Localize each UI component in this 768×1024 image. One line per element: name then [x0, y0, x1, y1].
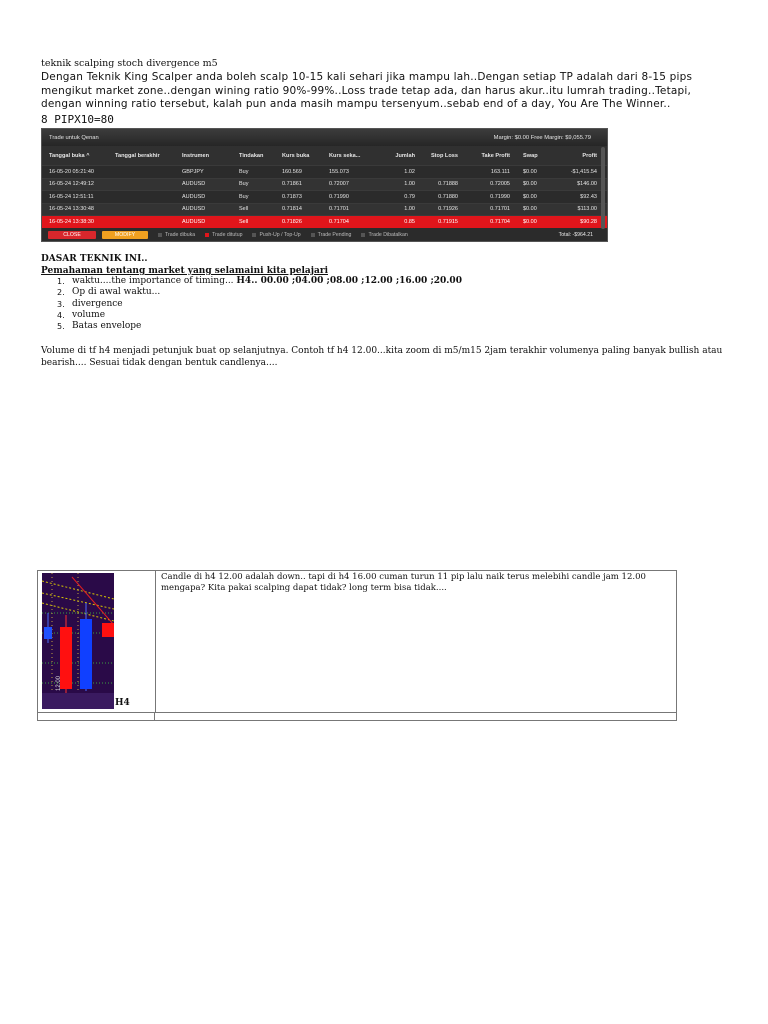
section-subheading: Pemahaman tentang market yang selamaini kita pelajari — [41, 266, 328, 276]
cell-swap: $0.00 — [523, 218, 537, 225]
trade-panel-screenshot — [41, 128, 608, 242]
legend-item — [361, 232, 407, 238]
cell-profit: $92.43 — [580, 193, 597, 200]
cell-action: Sell — [239, 218, 249, 225]
trade-legend — [148, 232, 408, 238]
cell-amount: 0.79 — [404, 193, 415, 200]
header-amount[interactable]: Jumlah — [395, 152, 415, 159]
cell-open-rate: 160.569 — [282, 168, 302, 175]
cell-profit: -$1,415.54 — [570, 168, 597, 175]
cell-swap: $0.00 — [523, 168, 537, 175]
header-open-date[interactable]: Tanggal buka ^ — [49, 152, 90, 159]
list-item: 1. waktu....the importance of timing... H4.. 00.00 ;04.00 ;08.00 ;12.00 ;16.00 ;20.00 — [57, 276, 462, 286]
cell-amount: 1.00 — [404, 181, 415, 188]
cell-amount: 0.85 — [404, 218, 415, 225]
trade-total: Total: -$964.21 — [558, 231, 593, 238]
legend-swatch — [205, 233, 209, 237]
cell-current-rate: 0.71701 — [329, 206, 349, 213]
cell-swap: $0.00 — [523, 181, 537, 188]
close-button[interactable]: CLOSE — [48, 231, 96, 239]
cell-current-rate: 0.71990 — [329, 193, 349, 200]
list-item: 2. Op di awal waktu... — [57, 287, 161, 298]
cell-action: Buy — [239, 168, 249, 175]
cell-take-profit: 0.71701 — [490, 206, 510, 213]
cell-stop-loss: 0.71915 — [438, 218, 458, 225]
header-close-date[interactable]: Tanggal berakhir — [115, 152, 160, 159]
legend-item — [158, 232, 195, 238]
header-action[interactable]: Tindakan — [239, 152, 264, 159]
cell-action: Sell — [239, 206, 249, 213]
cell-open-date: 16-05-24 13:38:30 — [49, 218, 94, 225]
section-heading: DASAR TEKNIK INI.. — [41, 254, 148, 264]
cell-open-rate: 0.71814 — [282, 206, 302, 213]
cell-amount: 1.00 — [404, 206, 415, 213]
table-row[interactable] — [42, 165, 607, 178]
table-row[interactable] — [42, 203, 607, 216]
legend-item — [311, 232, 352, 238]
legend-swatch — [311, 233, 315, 237]
legend-swatch — [158, 233, 162, 237]
trade-panel-footer — [42, 228, 607, 241]
header-current-rate[interactable]: Kurs seka... — [329, 152, 361, 159]
trade-table-header — [42, 146, 607, 165]
candle-chart-svg — [42, 573, 114, 709]
candle-table — [37, 570, 677, 721]
list-item: 5. Batas envelope — [57, 321, 142, 332]
legend-label: Push-Up / Top-Up — [259, 231, 301, 238]
pip-calculation: 8 PIPX10=80 — [41, 113, 114, 126]
chart-timeframe-label: H4 — [115, 698, 130, 708]
cell-swap: $0.00 — [523, 206, 537, 213]
table-row-divider — [38, 712, 676, 713]
cell-profit: $90.28 — [580, 218, 597, 225]
header-profit[interactable]: Profit — [582, 152, 597, 159]
chart-cell — [38, 571, 156, 712]
candle-explanation: Candle di h4 12.00 adalah down.. tapi di h4 16.00 cuman turun 11 pip lalu naik terus melebihi candle jam 12.00 mengapa? Kita pakai scalping dapat tidak? long term bisa tidak.... — [161, 572, 646, 593]
cell-current-rate: 0.72007 — [329, 181, 349, 188]
principles-list — [57, 276, 462, 332]
header-take-profit[interactable]: Take Profit — [481, 152, 510, 159]
header-open-rate[interactable]: Kurs buka — [282, 152, 310, 159]
cell-instrument: AUDUSD — [182, 218, 206, 225]
cell-instrument: AUDUSD — [182, 206, 206, 213]
cell-open-date: 16-05-24 12:51:11 — [49, 193, 94, 200]
table-column-divider — [154, 712, 155, 721]
scrollbar[interactable] — [601, 147, 605, 229]
list-item: 4. volume — [57, 309, 106, 320]
cell-current-rate: 155.073 — [329, 168, 349, 175]
cell-take-profit: 0.71704 — [490, 218, 510, 225]
cell-open-date: 16-05-24 12:49:12 — [49, 181, 94, 188]
legend-label: Trade Dibatalkan — [368, 231, 408, 238]
cell-swap: $0.00 — [523, 193, 537, 200]
trade-panel-title: Trade untuk Qenan — [49, 134, 99, 141]
legend-label: Trade ditutup — [212, 231, 243, 238]
chart-axis-label: 12.00 — [56, 675, 62, 691]
margin-info: Margin: $0.00 Free Margin: $9,055.79 — [493, 134, 591, 141]
table-row[interactable] — [42, 178, 607, 191]
cell-instrument: AUDUSD — [182, 181, 206, 188]
cell-action: Buy — [239, 181, 249, 188]
legend-item — [252, 232, 300, 238]
cell-open-rate: 0.71861 — [282, 181, 302, 188]
cell-instrument: AUDUSD — [182, 193, 206, 200]
table-row[interactable] — [42, 190, 607, 203]
cell-stop-loss: 0.71880 — [438, 193, 458, 200]
legend-label: Trade dibuka — [165, 231, 196, 238]
cell-open-date: 16-05-24 13:30:48 — [49, 206, 94, 213]
cell-current-rate: 0.71704 — [329, 218, 349, 225]
legend-swatch — [252, 233, 256, 237]
cell-take-profit: 0.71990 — [490, 193, 510, 200]
cell-stop-loss: 0.71926 — [438, 206, 458, 213]
cell-stop-loss: 0.71888 — [438, 181, 458, 188]
trade-panel-titlebar — [42, 129, 607, 146]
legend-swatch — [361, 233, 365, 237]
volume-paragraph: Volume di tf h4 menjadi petunjuk buat op selanjutnya. Contoh tf h4 12.00...kita zoom di m5/m15 2jam terakhir volumenya paling banyak bullish atau bearish.... Sesuai tidak dengan bentuk candlenya.... — [41, 346, 723, 368]
legend-item — [205, 232, 242, 238]
intro-paragraph: Dengan Teknik King Scalper anda boleh scalp 10-15 kali sehari jika mampu lah..Dengan setiap TP adalah dari 8-15 pips mengikut market zone..dengan wining ratio 90%-99%..Loss trade tetap ada, dan harus akur..itu lumrah trading..Tetapi, dengan winning ratio tersebut, kalah pun anda masih mampu tersenyum..sebab end of a day, You Are The Winner.. — [41, 71, 693, 111]
document-title-line: teknik scalping stoch divergence m5 — [41, 58, 218, 69]
h4-candle-chart-image — [42, 573, 114, 709]
table-row[interactable] — [42, 215, 607, 228]
cell-instrument: GBPJPY — [182, 168, 204, 175]
trade-table-body — [42, 165, 607, 228]
cell-take-profit: 163.111 — [490, 168, 510, 175]
cell-open-rate: 0.71826 — [282, 218, 302, 225]
cell-action: Buy — [239, 193, 249, 200]
cell-open-rate: 0.71873 — [282, 193, 302, 200]
header-instrument[interactable]: Instrumen — [182, 152, 210, 159]
cell-open-date: 16-05-20 05:21:40 — [49, 168, 94, 175]
list-item: 3. divergence — [57, 298, 123, 309]
cell-amount: 1.02 — [404, 168, 415, 175]
modify-button[interactable]: MODIFY — [102, 231, 148, 239]
header-stop-loss[interactable]: Stop Loss — [430, 152, 458, 159]
legend-label: Trade Pending — [317, 231, 352, 238]
cell-profit: $113.00 — [577, 206, 597, 213]
header-swap[interactable]: Swap — [523, 152, 538, 159]
cell-take-profit: 0.72005 — [490, 181, 510, 188]
cell-profit: $146.00 — [577, 181, 597, 188]
